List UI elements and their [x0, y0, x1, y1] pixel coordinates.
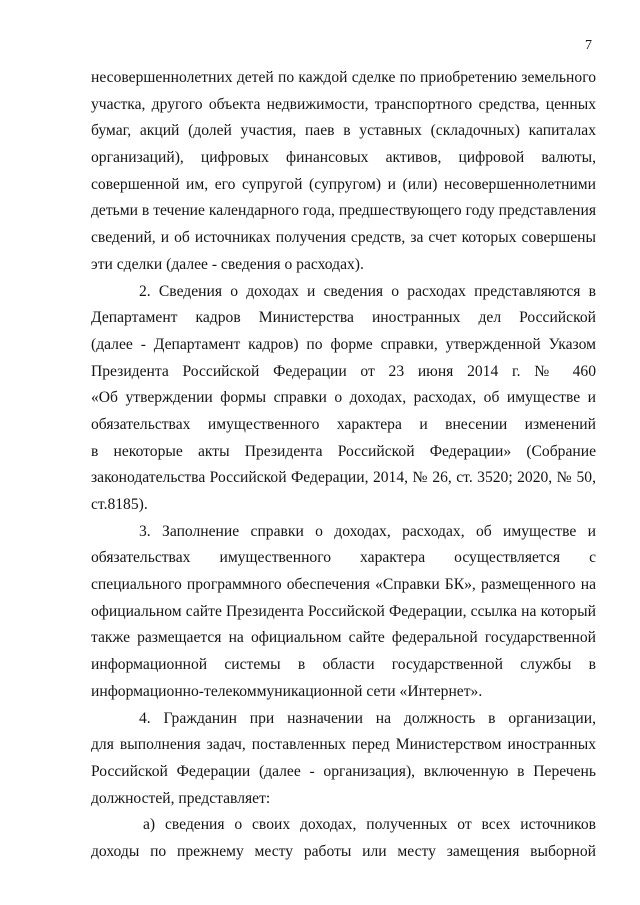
text-line: эти сделки (далее - сведения о расходах).	[91, 255, 364, 273]
text-line: ст.8185).	[91, 496, 148, 513]
text-line: для выполнения задач, поставленных перед Министерством иностранных	[91, 736, 596, 754]
text-line: обязательствах имущественного характера и внесении изменений	[91, 415, 596, 433]
text-line: специального программного обеспечения «Справки БК», размещенного на	[91, 576, 596, 594]
paragraph-2-start: 2. Сведения о доходах и сведения о расходах представляются в	[139, 282, 596, 300]
text-line: организаций), цифровых финансовых активов, цифровой валюты,	[91, 149, 596, 167]
text-line: обязательствах имущественного характера осуществляется с	[91, 549, 596, 567]
text-line: сведений, и об источниках получения средств, за счет которых совершены	[91, 229, 596, 247]
text-line: несовершеннолетних детей по каждой сделке по приобретению земельного	[91, 69, 596, 86]
text-line: Российской Федерации (далее - организация), включенную в Перечень	[91, 762, 596, 780]
subparagraph-a-start: а) сведения о своих доходах, полученных от всех источников	[143, 816, 596, 834]
paragraph-3-start: 3. Заполнение справки о доходах, расходах, об имуществе и	[139, 522, 596, 540]
text-line: законодательства Российской Федерации, 2014, № 26, ст. 3520; 2020, № 50,	[91, 469, 596, 487]
text-line: информационной системы в области государственной службы в	[91, 656, 596, 674]
text-line: участка, другого объекта недвижимости, транспортного средства, ценных	[91, 95, 596, 113]
document-body	[91, 65, 596, 866]
text-line: «Об утверждении формы справки о доходах, расходах, об имуществе и	[91, 389, 596, 407]
text-line: доходы по прежнему месту работы или месту замещения выборной	[91, 842, 596, 860]
text-line: официальном сайте Президента Российской Федерации, ссылка на который	[91, 602, 596, 620]
text-line: должностей, представляет:	[91, 789, 271, 807]
text-line: Президента Российской Федерации от 23 июня 2014 г. № 460	[91, 362, 596, 380]
page-number: 7	[585, 38, 592, 53]
paragraph-4-start: 4. Гражданин при назначении на должность в организации,	[139, 709, 596, 727]
text-line: бумаг, акций (долей участия, паев в уставных (складочных) капиталах	[91, 122, 596, 140]
text-line: в некоторые акты Президента Российской Федерации» (Собрание	[91, 442, 596, 460]
text-line: детьми в течение календарного года, предшествующего году представления	[91, 202, 596, 220]
text-line: информационно-телекоммуникационной сети «Интернет».	[91, 682, 483, 700]
text-line: (далее - Департамент кадров) по форме справки, утвержденной Указом	[91, 335, 596, 353]
text-line: Департамент кадров Министерства иностранных дел Российской	[91, 309, 596, 327]
text-line: совершенной им, его супругой (супругом) и (или) несовершеннолетними	[91, 175, 596, 193]
text-line: также размещается на официальном сайте федеральной государственной	[91, 629, 596, 647]
